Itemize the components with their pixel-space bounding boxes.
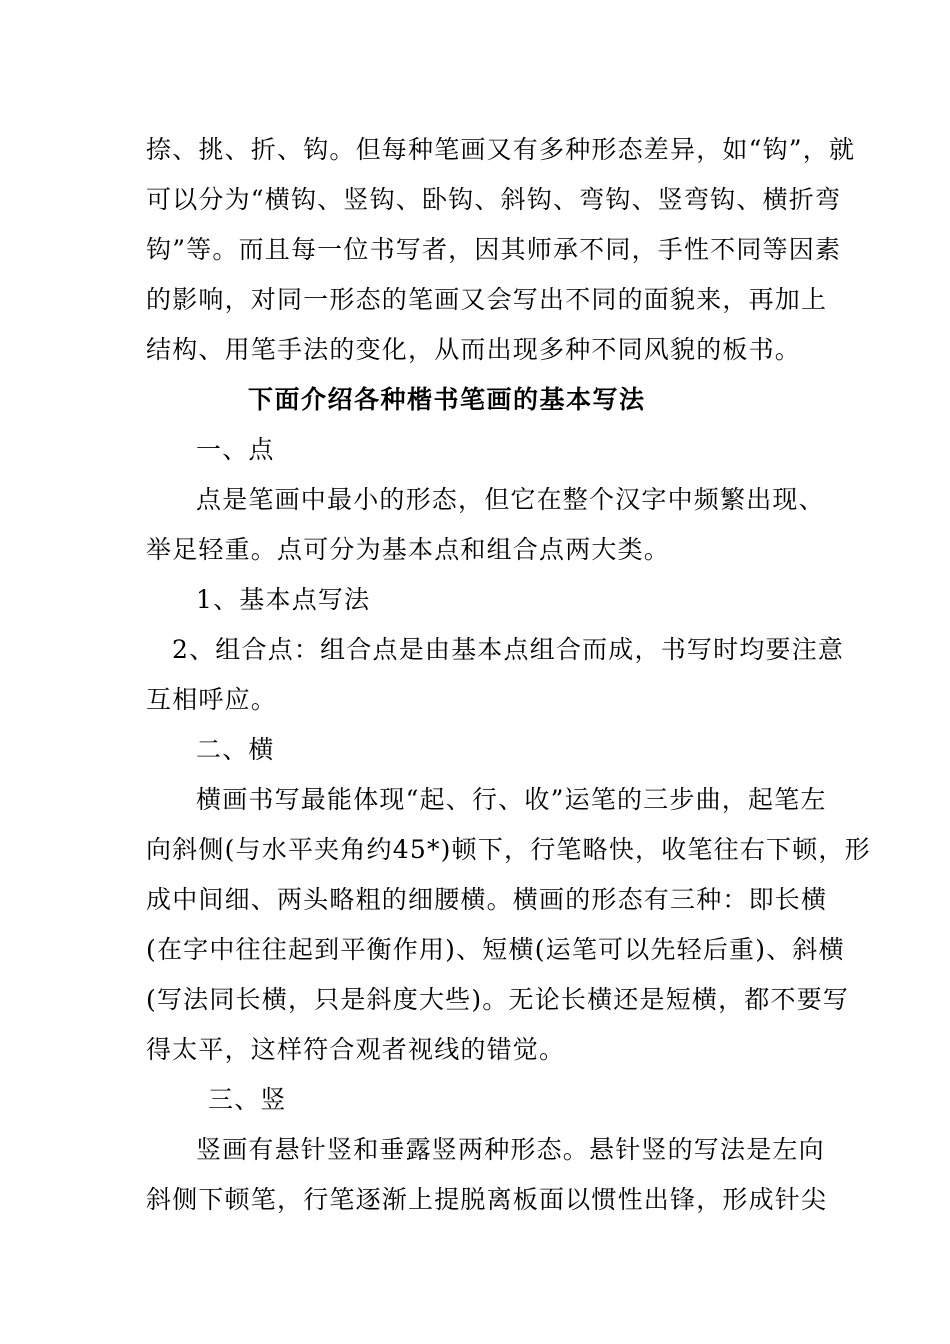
section-heading: 下面介绍各种楷书笔画的基本写法 (248, 385, 646, 414)
paragraph-line: 竖画有悬针竖和垂露竖两种形态。悬针竖的写法是左向 (196, 1135, 825, 1164)
paragraph-line: 捺、挑、折、钩。但每种笔画又有多种形态差异，如“钩”，就 (146, 135, 856, 164)
list-item-basic-dot: 1、基本点写法 (196, 585, 371, 614)
paragraph-line: 向斜侧(与水平夹角约45*)顿下，行笔略快，收笔往右下顿，形 (146, 835, 871, 864)
subheading-horizontal: 二、横 (196, 735, 275, 764)
paragraph-line: (在字中往往起到平衡作用)、短横(运笔可以先轻后重)、斜横 (146, 935, 845, 964)
paragraph-line: 互相呼应。 (146, 685, 278, 714)
paragraph-line: 横画书写最能体现“起、行、收”运笔的三步曲，起笔左 (196, 785, 827, 814)
paragraph-line: 钩”等。而且每一位书写者，因其师承不同，手性不同等因素 (146, 235, 842, 264)
paragraph-line: 斜侧下顿笔，行笔逐渐上提脱离板面以惯性出锋，形成针尖 (146, 1185, 828, 1214)
subheading-vertical: 三、竖 (208, 1085, 287, 1114)
paragraph-line: 结构、用笔手法的变化，从而出现多种不同风貌的板书。 (146, 335, 802, 364)
paragraph-line: 成中间细、两头略粗的细腰横。横画的形态有三种：即长横 (146, 885, 828, 914)
paragraph-line: 得太平，这样符合观者视线的错觉。 (146, 1035, 566, 1064)
paragraph-line: 举足轻重。点可分为基本点和组合点两大类。 (146, 535, 671, 564)
paragraph-line: 的影响，对同一形态的笔画又会写出不同的面貌来，再加上 (146, 285, 828, 314)
list-item-combined-dot: 2、组合点：组合点是由基本点组合而成，书写时均要注意 (172, 635, 845, 664)
paragraph-line: 点是笔画中最小的形态，但它在整个汉字中频繁出现、 (196, 485, 825, 514)
paragraph-line: 可以分为“横钩、竖钩、卧钩、斜钩、弯钩、竖弯钩、横折弯 (146, 185, 842, 214)
paragraph-line: (写法同长横，只是斜度大些)。无论长横还是短横，都不要写 (146, 985, 850, 1014)
subheading-dot: 一、点 (196, 435, 275, 464)
